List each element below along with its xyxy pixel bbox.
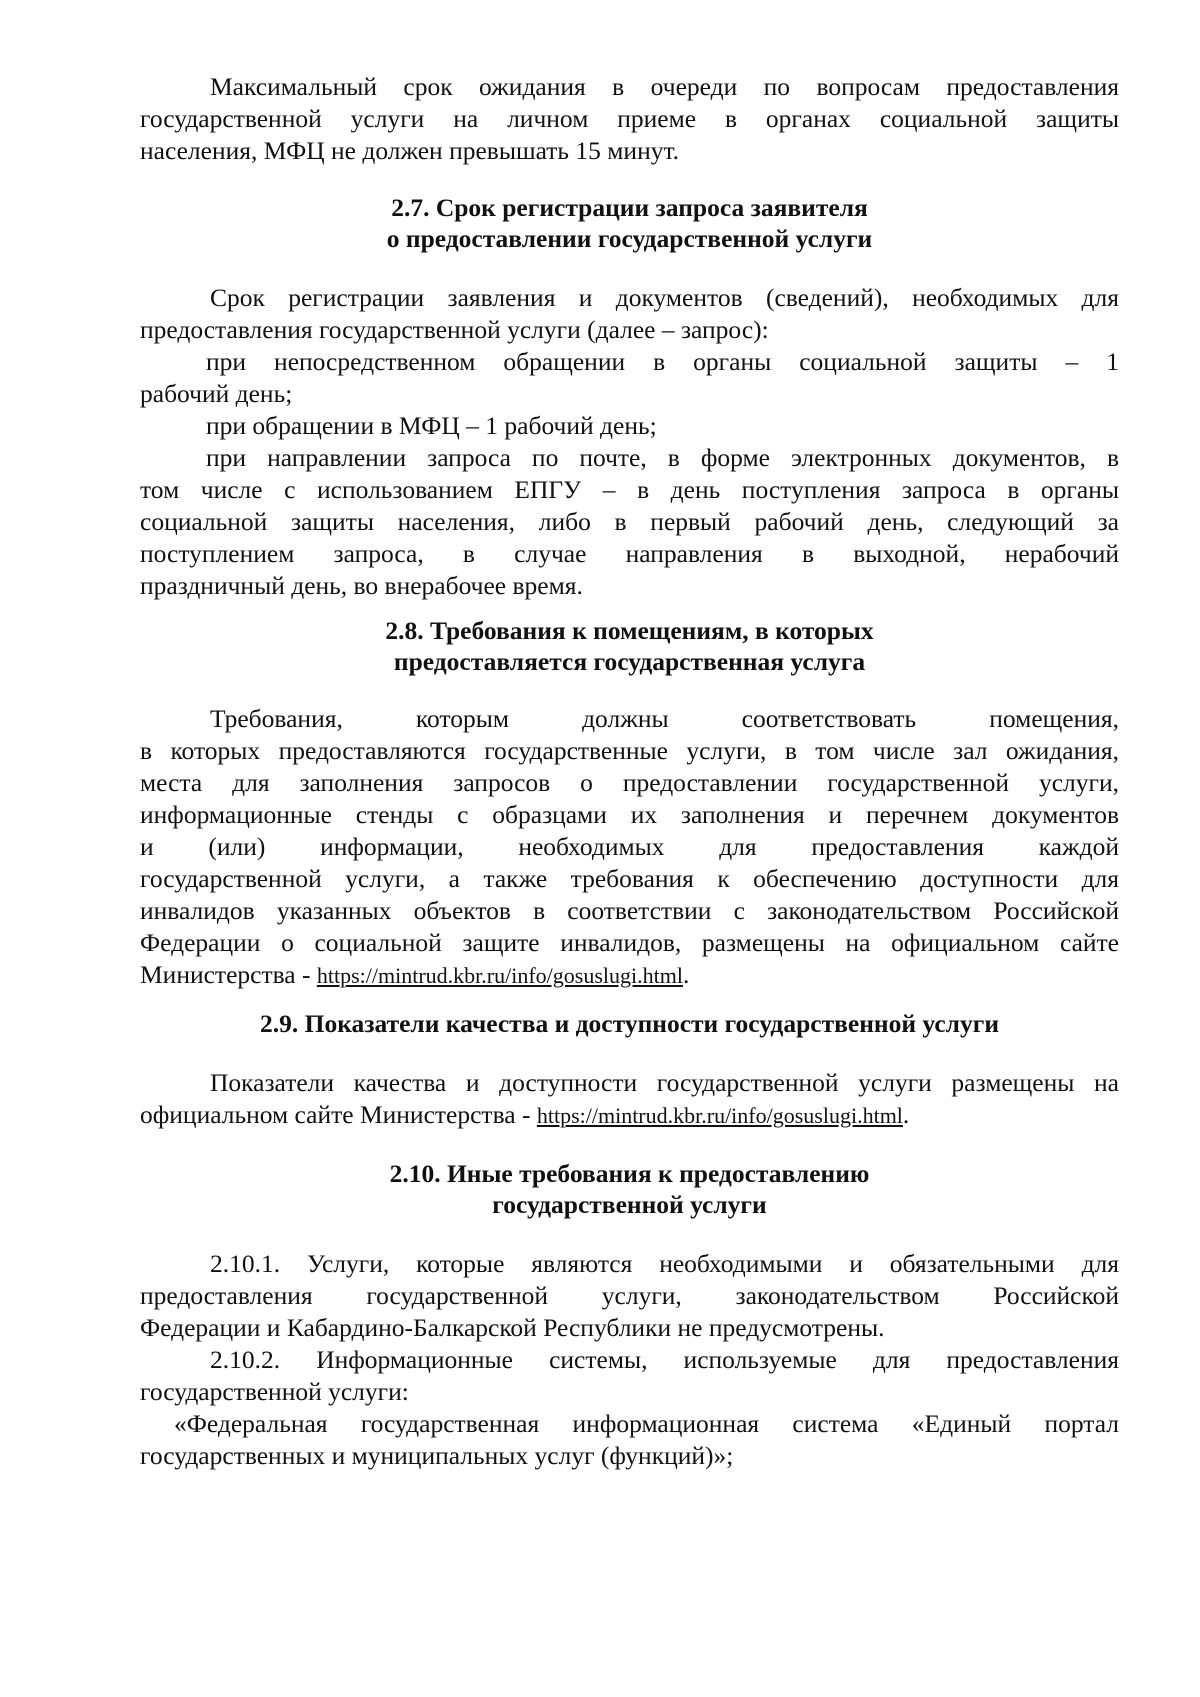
text-line: места для заполнения запросов о предоставлении государственной услуги,	[140, 768, 1119, 797]
section-2-10-body	[140, 1248, 1119, 1472]
text-line: информационные стенды с образцами их заполнения и перечнем документов	[140, 800, 1119, 829]
text-line: Показатели качества и доступности государственной услуги размещены на	[210, 1068, 1119, 1097]
text-line: 2.10.1. Услуги, которые являются необходимыми и обязательными для	[210, 1249, 1119, 1278]
text-line: поступлением запроса, в случае направления в выходной, нерабочий	[140, 539, 1119, 568]
text-line: в которых предоставляются государственные услуги, в том числе зал ожидания,	[140, 736, 1119, 765]
text-line: предоставления государственной услуги (далее – запрос):	[140, 315, 769, 344]
text-fragment: официальном сайте Министерства -	[140, 1100, 537, 1129]
text-line: государственной услуги:	[140, 1377, 409, 1406]
heading-line: предоставляется государственная услуга	[393, 647, 866, 676]
ministry-link[interactable]: https://mintrud.kbr.ru/info/gosuslugi.html	[316, 963, 683, 988]
text-line: Требования, которым должны соответствовать помещения,	[210, 704, 1119, 733]
text-fragment: .	[902, 1100, 910, 1129]
text-fragment: .	[682, 960, 690, 989]
section-heading-2-10	[140, 1158, 1119, 1220]
text-line: 2.10.2. Информационные системы, используемые для предоставления	[210, 1345, 1119, 1374]
text-line: том числе с использованием ЕПГУ – в день поступления запроса в органы	[140, 475, 1119, 504]
text-line: праздничный день, во внерабочее время.	[140, 571, 583, 600]
text-line: социальной защиты населения, либо в первый рабочий день, следующий за	[140, 507, 1119, 536]
text-line: государственной услуги, а также требования к обеспечению доступности для	[140, 864, 1119, 893]
section-heading-2-7	[140, 192, 1119, 254]
ministry-link[interactable]: https://mintrud.kbr.ru/info/gosuslugi.html	[536, 1103, 903, 1128]
text-line: Федерации о социальной защите инвалидов, размещены на официальном сайте	[140, 928, 1119, 957]
text-line: государственной услуги на личном приеме в органах социальной защиты	[140, 104, 1119, 133]
text-line: инвалидов указанных объектов в соответствии с законодательством Российской	[140, 896, 1119, 925]
text-fragment: Министерства -	[140, 960, 317, 989]
intro-paragraph	[140, 71, 1119, 167]
section-2-9-body	[140, 1067, 1119, 1131]
heading-line: 2.8. Требования к помещениям, в которых	[385, 616, 874, 645]
text-line	[140, 1099, 1119, 1131]
text-line: при направлении запроса по почте, в форме электронных документов, в	[206, 443, 1119, 472]
text-line: Срок регистрации заявления и документов (сведений), необходимых для	[210, 283, 1119, 312]
section-2-7-body	[140, 282, 1119, 602]
heading-line: о предоставлении государственной услуги	[386, 224, 873, 253]
heading-line: 2.10. Иные требования к предоставлению	[389, 1159, 870, 1188]
heading-line: государственной услуги	[492, 1190, 767, 1219]
section-heading-2-9	[140, 1008, 1119, 1039]
text-line: рабочий день;	[140, 379, 293, 408]
heading-line: 2.9. Показатели качества и доступности государственной услуги	[259, 1009, 1000, 1038]
text-line: и (или) информации, необходимых для предоставления каждой	[140, 832, 1119, 861]
section-2-8-body	[140, 703, 1119, 991]
text-line: Максимальный срок ожидания в очереди по вопросам предоставления	[210, 72, 1119, 101]
section-heading-2-8	[140, 615, 1119, 677]
text-line: при непосредственном обращении в органы социальной защиты – 1	[206, 347, 1119, 376]
text-line: населения, МФЦ не должен превышать 15 минут.	[140, 136, 680, 165]
text-line: при обращении в МФЦ – 1 рабочий день;	[206, 411, 657, 440]
text-line: государственных и муниципальных услуг (функций)»;	[140, 1441, 734, 1470]
text-line: предоставления государственной услуги, законодательством Российской	[140, 1281, 1119, 1310]
text-line: Федерации и Кабардино-Балкарской Республики не предусмотрены.	[140, 1313, 885, 1342]
text-line: «Федеральная государственная информационная система «Единый портал	[174, 1409, 1119, 1438]
heading-line: 2.7. Срок регистрации запроса заявителя	[391, 193, 868, 222]
text-line	[140, 959, 1119, 991]
